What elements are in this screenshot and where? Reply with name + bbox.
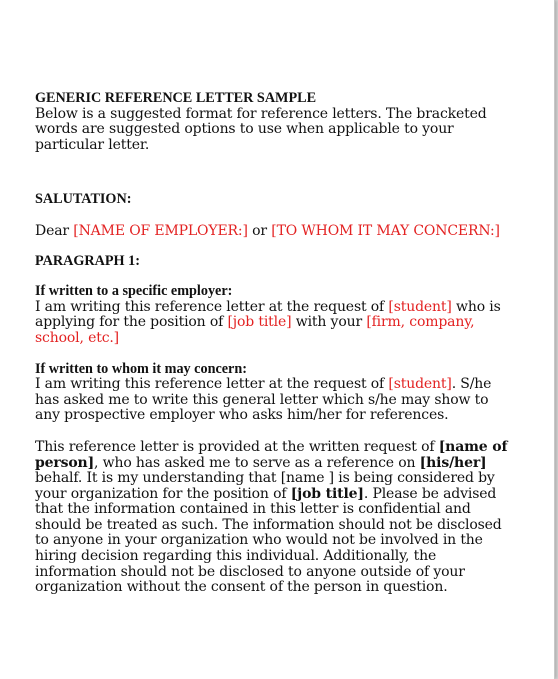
body-line-5: that the information contained in this letter is confidential and <box>35 501 471 518</box>
student-placeholder-2: [student] <box>388 376 452 393</box>
employer-placeholder: [NAME OF EMPLOYER:] <box>73 222 248 239</box>
concern-line-3: any prospective employer who asks him/her for references. <box>35 407 449 424</box>
body-line-9: information should not be disclosed to anyone outside of your <box>35 563 465 580</box>
student-placeholder: [student] <box>388 298 452 315</box>
intro-line-3: particular letter. <box>35 136 150 153</box>
spacer <box>35 424 540 440</box>
whom-it-may-concern-heading: If written to whom it may concern: <box>35 360 247 377</box>
concern-line-1-text: I am writing this reference letter at the request of <box>35 376 385 393</box>
spacer <box>35 269 540 284</box>
letter-content <box>35 91 540 596</box>
concern-placeholder: [TO WHOM IT MAY CONCERN:] <box>271 222 500 239</box>
concern-line-2: has asked me to write this general letter which s/he may show to <box>35 391 489 408</box>
job-title-placeholder: [job title] <box>227 314 292 331</box>
salutation-heading: SALUTATION: <box>35 191 132 208</box>
body-line-4-end: . Please be advised <box>363 485 497 502</box>
concern-line-1 <box>35 377 540 393</box>
body-line-7: to anyone in your organization who would not be involved in the <box>35 532 483 549</box>
spacer <box>35 240 540 254</box>
salutation-line <box>35 224 540 240</box>
body-line-10: organization without the consent of the person in question. <box>35 579 448 596</box>
spacer <box>35 347 540 362</box>
body-line-2-text: , who has asked me to serve as a reference on <box>94 454 416 471</box>
his-her-field: [his/her] <box>419 454 487 471</box>
body-line-1-text: This reference letter is provided at the written request of <box>35 438 435 455</box>
body-line-6: should be treated as such. The information should not be disclosed <box>35 516 502 533</box>
spacer <box>35 153 540 192</box>
body-line-4-text: your organization for the position of <box>35 485 287 502</box>
firm-placeholder: [firm, company, <box>366 314 475 331</box>
body-line-3: behalf. It is my understanding that [name ] is being considered by <box>35 470 495 487</box>
firm-placeholder-continued: school, etc.] <box>35 329 119 346</box>
concern-line-1-end: . S/he <box>451 376 492 393</box>
specific-employer-heading: If written to a specific employer: <box>35 283 233 300</box>
body-line-4 <box>35 487 540 503</box>
paragraph1-heading: PARAGRAPH 1: <box>35 252 140 269</box>
dear-text: Dear <box>35 222 69 239</box>
body-line-2 <box>35 456 540 472</box>
name-of-person-field-end: person] <box>35 454 95 471</box>
body-line-1 <box>35 440 540 456</box>
name-of-person-field: [name of <box>438 438 508 455</box>
specific-line-1-text: I am writing this reference letter at the request of <box>35 298 385 315</box>
intro-line-2: words are suggested options to use when applicable to your <box>35 121 454 138</box>
specific-line-2-text: applying for the position of <box>35 314 224 331</box>
job-title-field: [job title] <box>290 485 364 502</box>
body-line-8: hiring decision regarding this individual. Additionally, the <box>35 548 437 565</box>
intro-line-1: Below is a suggested format for reference letters. The bracketed <box>35 105 487 122</box>
or-text: or <box>252 222 267 239</box>
specific-line-2-mid: with your <box>295 314 363 331</box>
spacer <box>35 208 540 224</box>
specific-line-2 <box>35 315 540 331</box>
document-title: GENERIC REFERENCE LETTER SAMPLE <box>35 90 317 106</box>
specific-line-1-end: who is <box>456 298 501 315</box>
specific-line-1 <box>35 300 540 316</box>
